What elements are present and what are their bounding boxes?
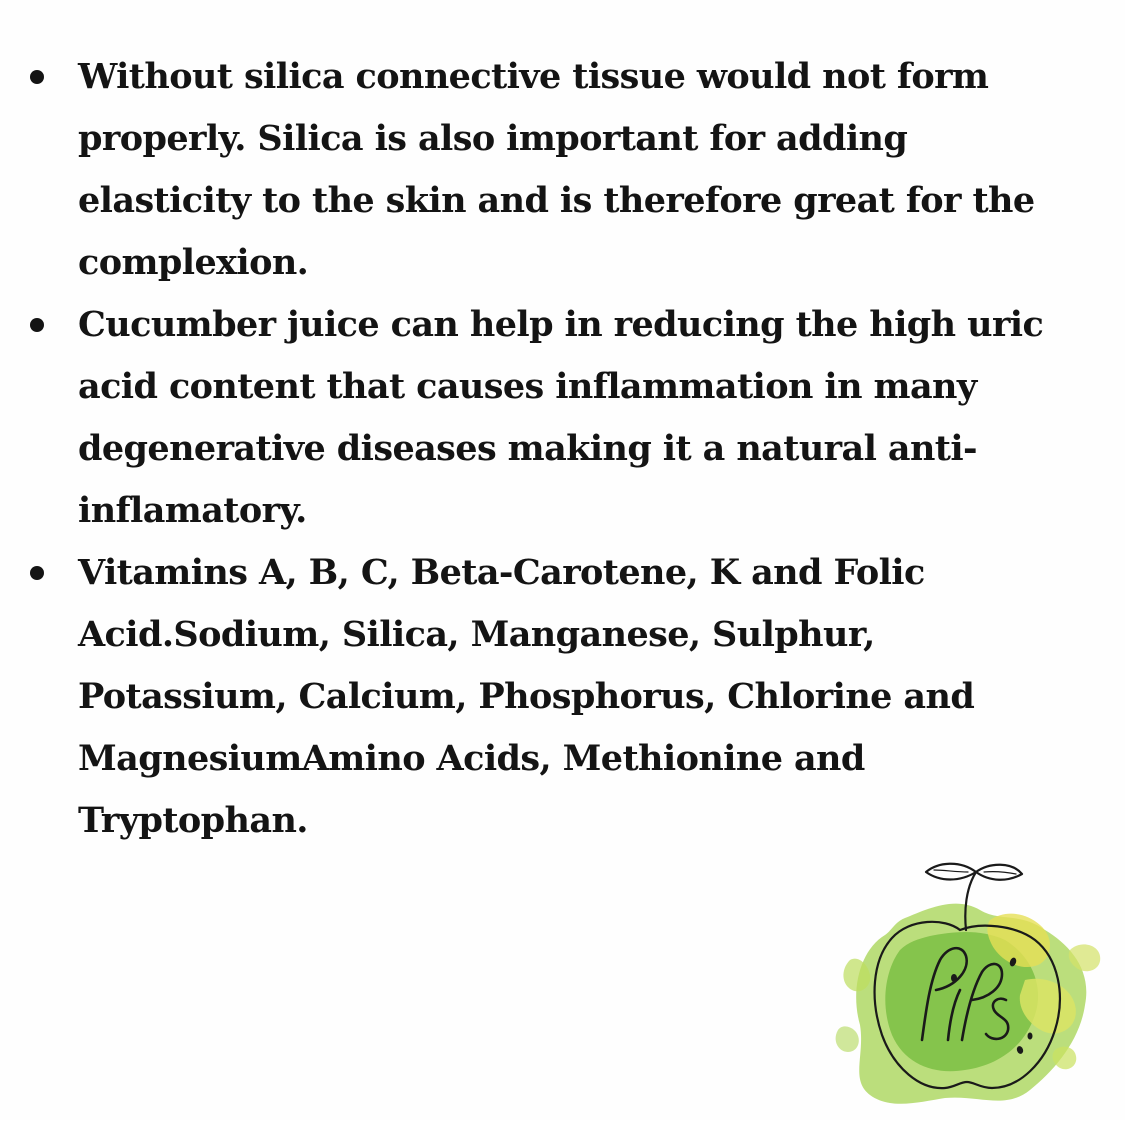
- fact-vitamins-minerals: [26, 542, 1066, 852]
- bullet-icon: [30, 566, 44, 580]
- fact-text: Cucumber juice can help in reducing the high uric acid content that causes inflammation in many degenerative diseases making it a natural anti-inflamatory.: [78, 304, 1044, 531]
- fact-text: Vitamins A, B, C, Beta-Carotene, K and Folic Acid.Sodium, Silica, Manganese, Sulphur, Potassium, Calcium, Phosphorus, Chlorine and MagnesiumAmino Acids, Methionine and Tryptophan.: [78, 552, 975, 841]
- apple-sprout-logo-icon: [830, 840, 1120, 1120]
- bullet-icon: [30, 70, 44, 84]
- fact-silica: [26, 46, 1066, 294]
- facts-list: [26, 46, 1066, 852]
- fact-text: Without silica connective tissue would not form properly. Silica is also important for adding elasticity to the skin and is therefore great for the complexion.: [78, 56, 1035, 283]
- fact-uric-acid: [26, 294, 1066, 542]
- bullet-icon: [30, 318, 44, 332]
